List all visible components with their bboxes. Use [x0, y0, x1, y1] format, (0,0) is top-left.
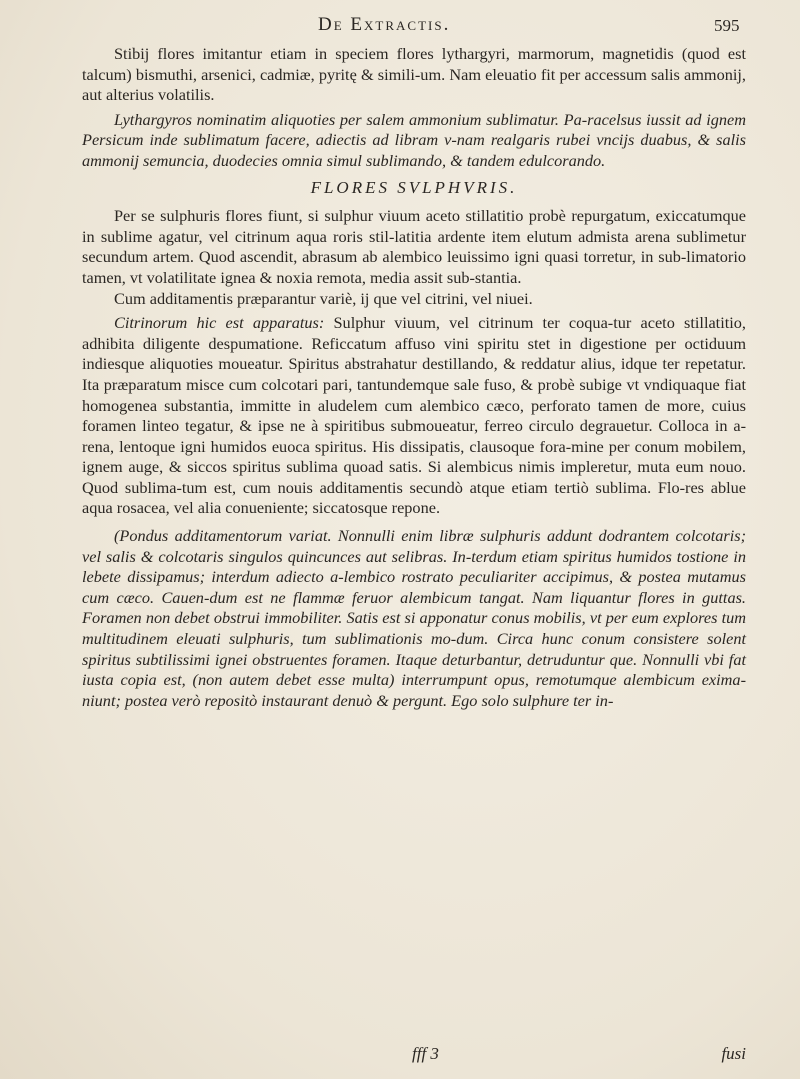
- section-title: FLORES SVLPHVRIS.: [310, 177, 518, 197]
- running-title: De Extractis.: [318, 14, 451, 35]
- paragraph-stibium-flowers: Stibij flores imitantur etiam in speciem flores lythargyri, marmorum, magnetidis (quod est talcum) bismuthi, arsenici, cadmiæ, pyritę & simili-um. Nam eleuatio fit per accessum salis ammonij, aut alterius volatilis.: [82, 44, 746, 105]
- catchword: fusi: [721, 1044, 746, 1063]
- page-number: 595: [714, 16, 740, 35]
- paragraph-citrinorum: [82, 313, 746, 519]
- page-footer: [82, 1044, 746, 1068]
- paragraph-additamenta: Cum additamentis præparantur variè, ij que vel citrini, vel niuei.: [114, 288, 533, 308]
- paragraph-lead: Citrinorum hic est apparatus:: [114, 313, 325, 333]
- signature-mark: fff 3: [412, 1044, 439, 1063]
- paragraph-sulphur-flowers: Per se sulphuris flores fiunt, si sulphur viuum aceto stillatitio probè repurgatum, exiccatumque in sublime agatur, vel citrinum aqua roris stil-latitia ardente item elutum admista arena sublimetur secundum artem. Quod ascendit, abrasum ab alembico leuissimo igni quasi torretur, in sub-limatorio tamen, vt volatilitate ignea & noxia remota, media assit sub-stantia.: [82, 206, 746, 287]
- body-text: [82, 44, 746, 711]
- paragraph-lythargyros: Lythargyros nominatim aliquoties per salem ammonium sublimatur. Pa-racelsus iussit ad ignem Persicum inde sublimatum facere, adiectis ad libram v-nam realgaris rubei vncijs duabus, & salis ammonij semuncia, duodecies omnia simul sublimando, & tandem edulcorando.: [82, 109, 746, 170]
- paragraph-pondus-note: (Pondus additamentorum variat. Nonnulli enim libræ sulphuris addunt dodrantem colcotaris; vel salis & colcotaris singulos quincunces aut selibras. In-terdum etiam spiritus humidos tostione in lebete dissipamus; interdum adiecto a-lembico rostrato peculiariter accipimus, & postea mutamus cum cæco. Cauen-dum est ne flammæ feruor alembicum tangat. Nam liquantur flores in guttas. Foramen non debet obstrui immobiliter. Satis est si apponatur conus mobilis, vt per eum explores tum multitudinem eleuati sulphuris, tum sublimationis mo-dum. Circa hunc conum consistere solent spiritus subtilissimi ignei obstruentes foramen. Itaque deturbantur, detruduntur que. Nonnulli vbi fat iusta copia est, (non autem debet esse multa) interrumpunt opus, remotumque alembicum exima-niunt; postea verò repositò instaurant denuò & pergunt. Ego solo sulphure ter in-: [82, 526, 746, 710]
- page-header: [0, 14, 800, 44]
- paragraph-citrinorum-body: Sulphur viuum, vel citrinum ter coqua-tur aceto stillatitio, adhibita diligente despumatione. Reficcatum affuso vini spiritu stet in digestione per octiduum indiesque aliquoties moueatur. Spiritus abstrahatur destillando, & reddatur alius, idque ter repetatur. Ita præparatum misce cum colcotari pari, tantundemque sale fuso, & probè subige vt vndiquaque fiat homogenea substantia, immitte in aludelem cum alembico cæco, perforato tamen de more, cuius foramen linteo tegatur, & ipse ne à spiritibus submoueatur, ferreo circulo degrauetur. Colloca in a-rena, lentoque igni humidos euoca spiritus. His dissipatis, clausoque fora-mine per conum mobilem, ignem auge, & siccos spiritus sublima quoad satis. Si alembicus nimis impleretur, muta eum nouo. Quod sublima-tum est, cum nouis additamentis secundò atque etiam tertiò sublima. Flo-res ablue aqua rosacea, vel alia conueniente; siccatosque repone.: [82, 313, 746, 518]
